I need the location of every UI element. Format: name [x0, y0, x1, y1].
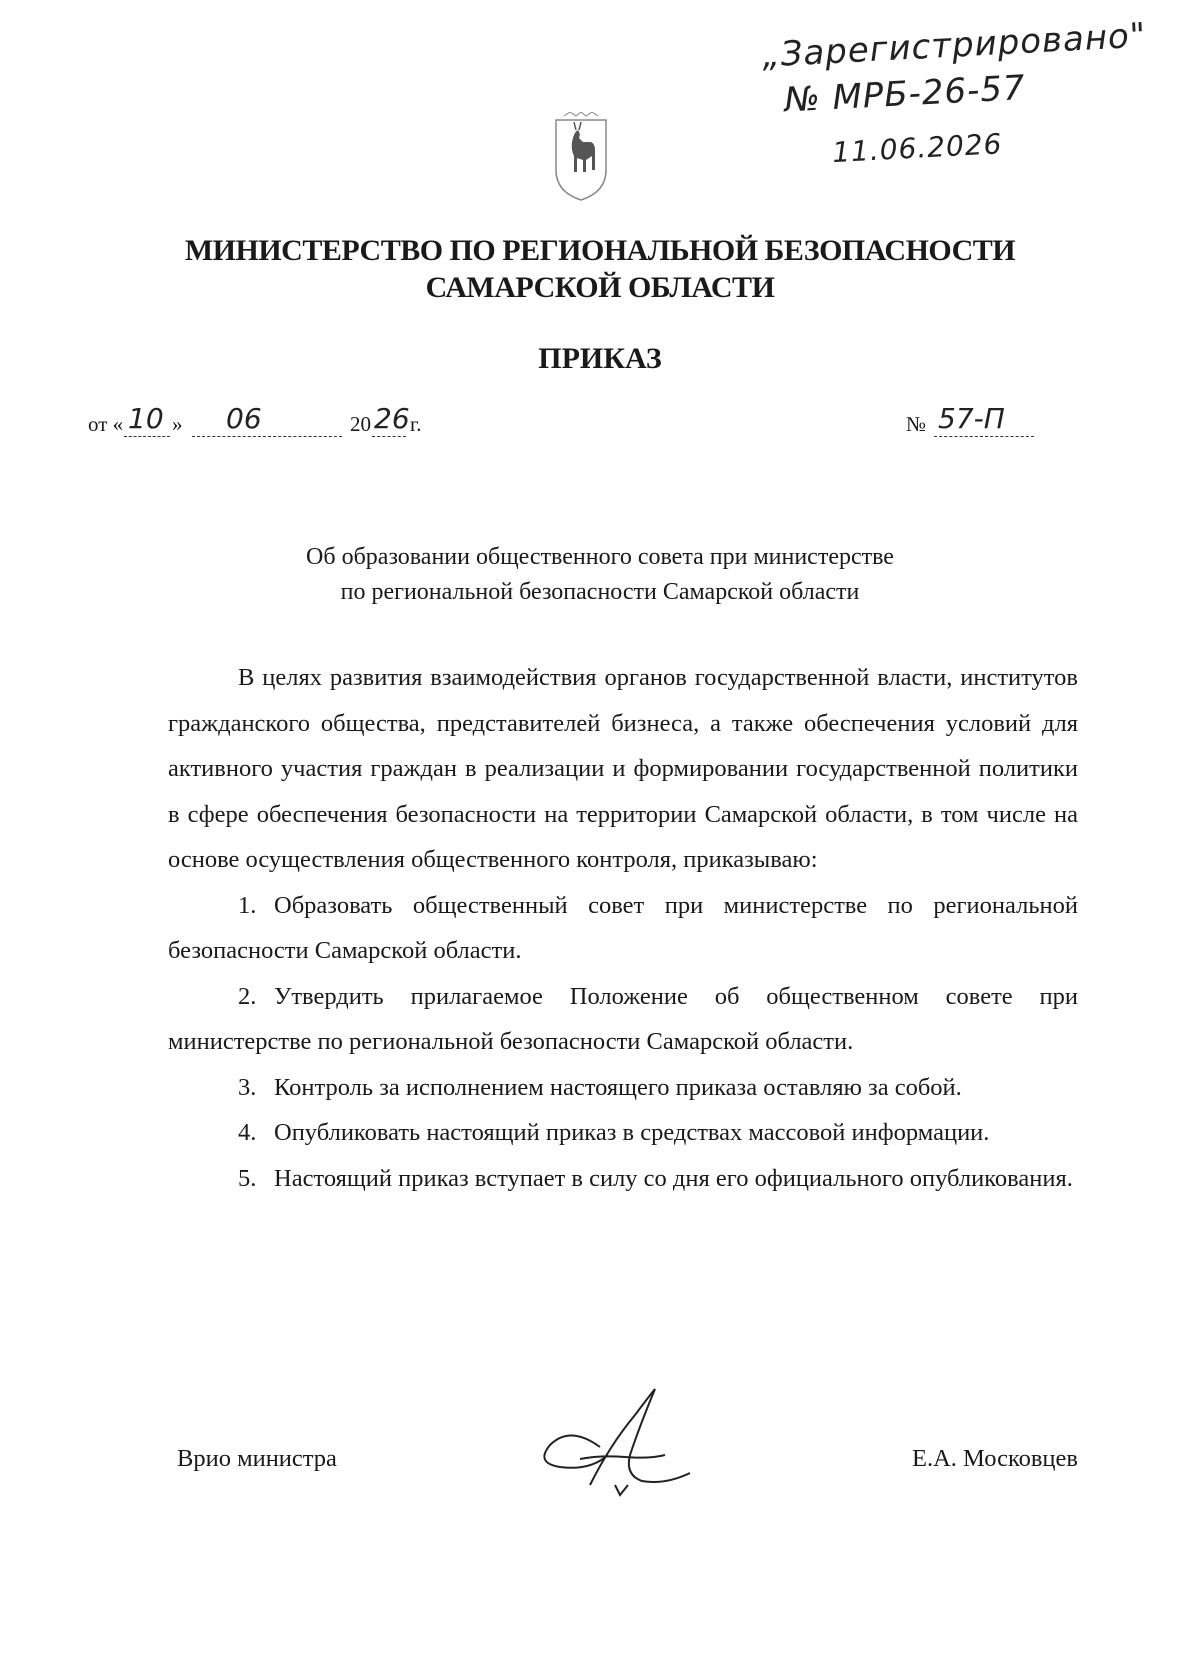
number-label: № [906, 412, 927, 436]
document-type: ПРИКАЗ [538, 342, 662, 375]
order-item [168, 974, 1078, 1065]
registration-note-date: 11.06.2026 [831, 127, 1004, 170]
date-day-close: » [172, 412, 183, 436]
item-text: Контроль за исполнением настоящего приказа оставляю за собой. [274, 1073, 962, 1101]
number-underline [934, 436, 1034, 437]
order-subject [0, 540, 1200, 610]
item-text: Образовать общественный совет при министерстве по региональной безопасности Самарской области. [168, 891, 1078, 964]
ministry-name-line2: САМАРСКОЙ ОБЛАСТИ [425, 271, 775, 304]
signatory-name: Е.А. Московцев [912, 1445, 1078, 1472]
registration-note-number: № МРБ-26-57 [783, 67, 1027, 121]
order-items [168, 883, 1078, 1202]
samara-coat-of-arms-icon [550, 112, 612, 204]
order-body [168, 655, 1078, 1201]
preamble-paragraph: В целях развития взаимодействия органов государственной власти, институтов гражданского общества, представителей бизнеса, а также обеспечения условий для активного участия граждан в реализации и формировании государственной политики в сфере обеспечения безопасности на территории Самарской области, в том числе на основе осуществления общественного контроля, приказываю: [168, 664, 1078, 873]
item-number: 4. [238, 1119, 257, 1146]
signature-block [0, 1415, 1200, 1525]
month-underline [192, 436, 342, 437]
handwritten-signature [530, 1385, 700, 1505]
item-number: 1. [238, 891, 257, 919]
ministry-name-line1: МИНИСТЕРСТВО ПО РЕГИОНАЛЬНОЙ БЕЗОПАСНОСТИ [184, 234, 1016, 267]
year-underline [372, 436, 406, 437]
date-year-prefix: 20 [350, 412, 371, 436]
order-item [168, 1110, 1078, 1156]
order-item [168, 883, 1078, 974]
date-year-end: г. [410, 412, 422, 436]
item-number: 3. [238, 1073, 257, 1101]
item-text: Настоящий приказ вступает в силу со дня его официального опубликования. [274, 1164, 1073, 1192]
item-number: 5. [238, 1164, 257, 1192]
item-number: 2. [238, 982, 257, 1010]
day-underline [124, 436, 170, 437]
date-day: 10 [128, 402, 164, 435]
subject-line2: по региональной безопасности Самарской области [340, 579, 860, 605]
date-number-row [88, 400, 1128, 444]
item-text: Утвердить прилагаемое Положение об общественном совете при министерстве по региональной безопасности Самарской области. [168, 982, 1078, 1055]
order-item [168, 1156, 1078, 1202]
item-text: Опубликовать настоящий приказ в средствах массовой информации. [274, 1119, 990, 1146]
date-month: 06 [226, 402, 262, 435]
registration-note-title: „Зарегистрировано" [761, 15, 1148, 76]
registration-note [741, 15, 1148, 196]
order-item [168, 1065, 1078, 1111]
subject-line1: Об образовании общественного совета при министерстве [306, 544, 894, 570]
date-year-suffix: 26 [374, 402, 410, 435]
signatory-title: Врио министра [177, 1445, 337, 1472]
date-prefix: от « [88, 412, 124, 436]
order-number: 57-П [938, 402, 1005, 435]
